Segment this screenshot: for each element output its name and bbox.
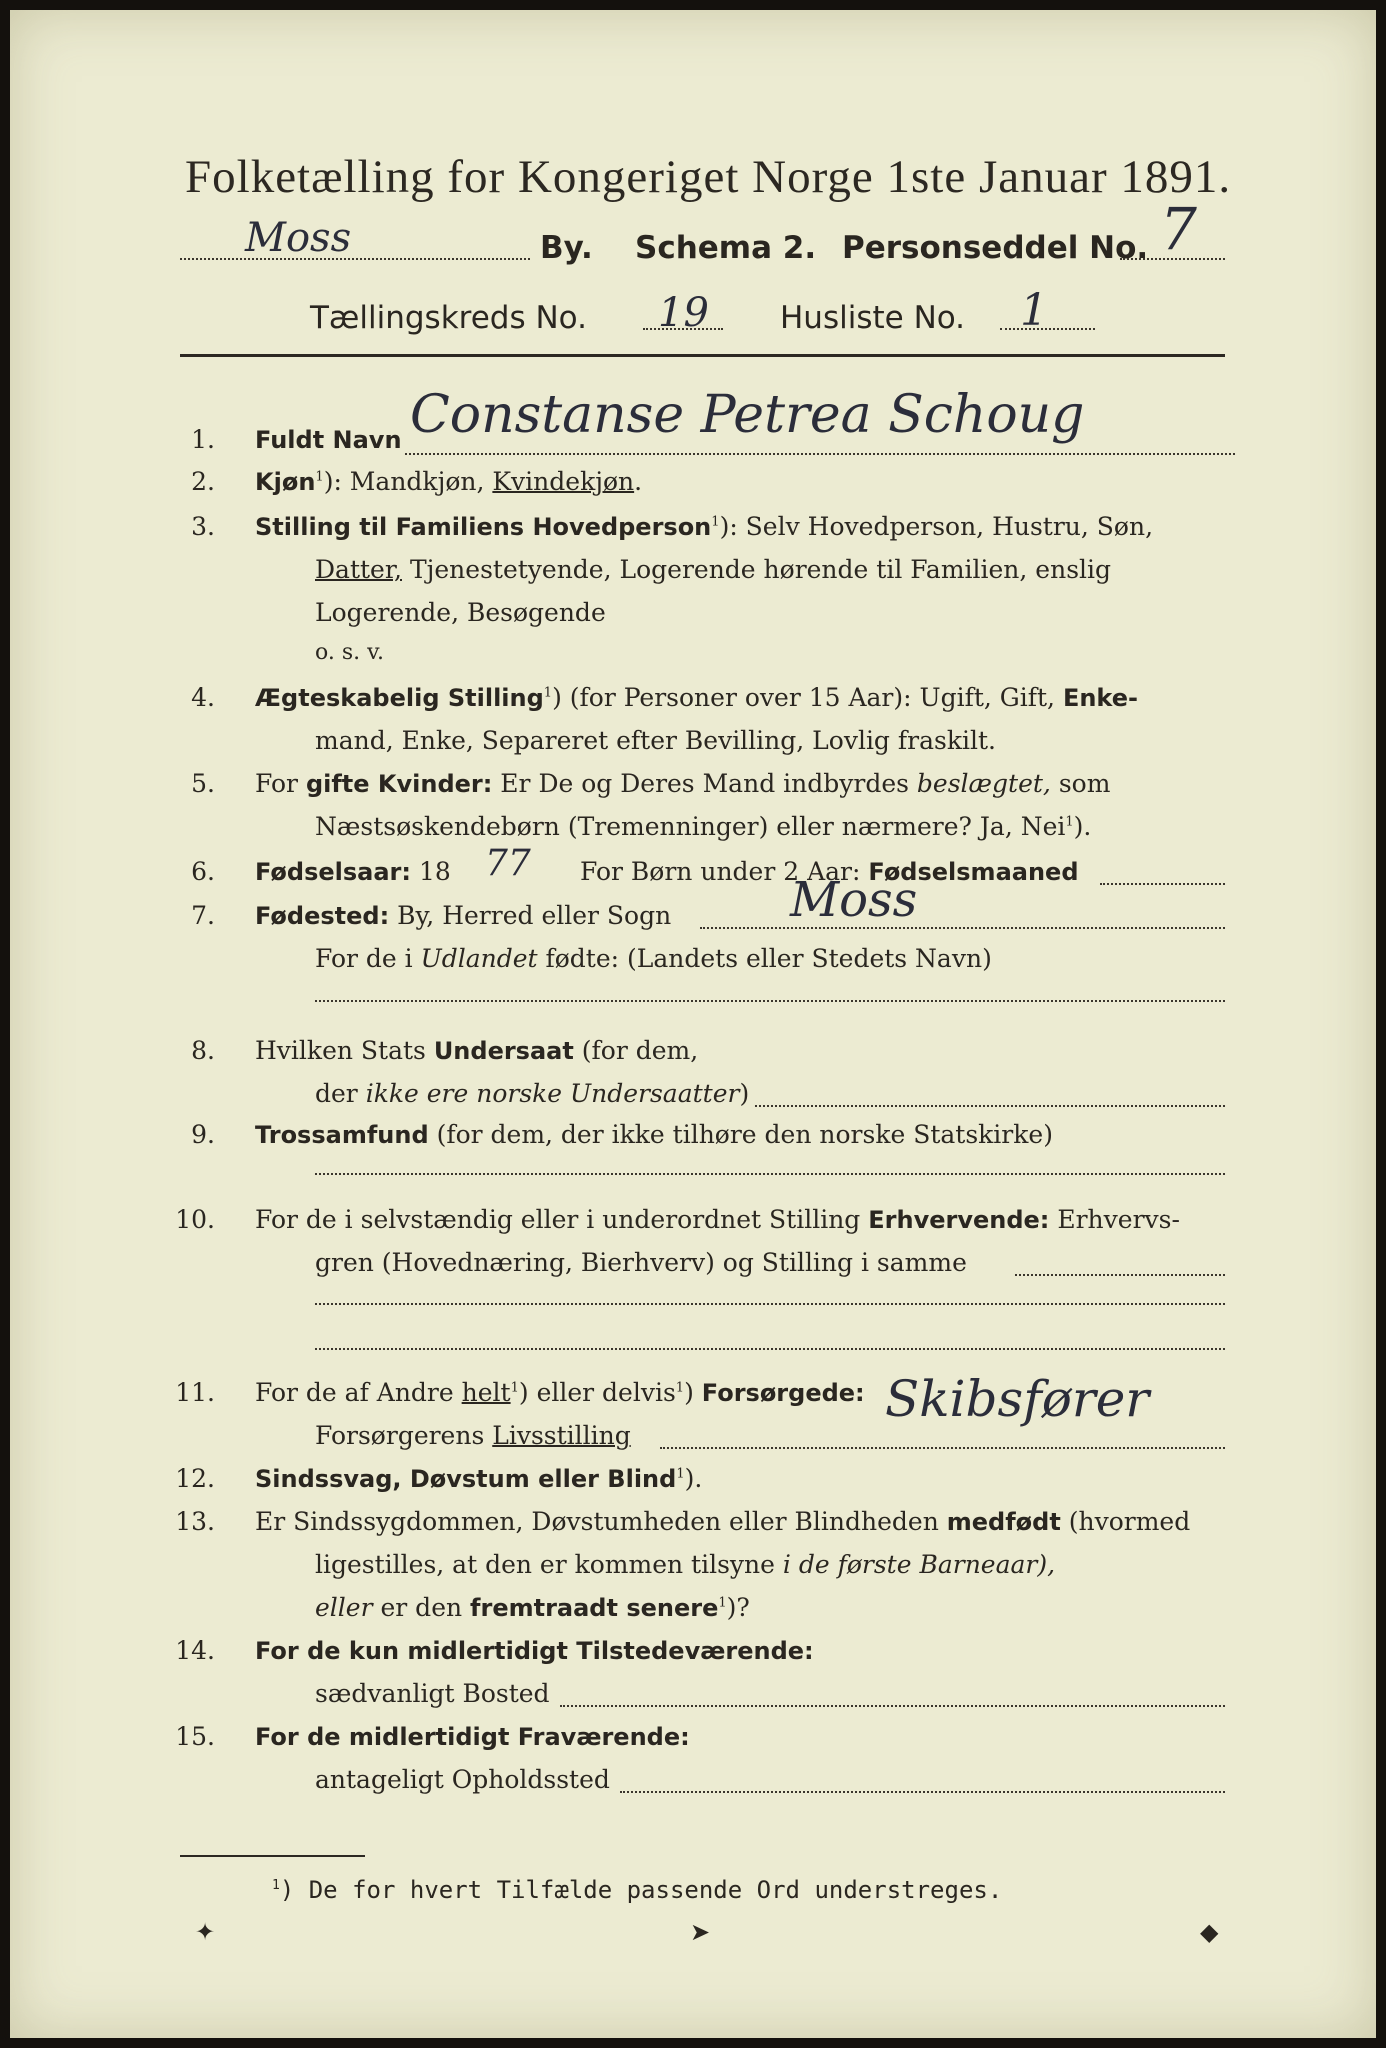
item-13-line2: ligestilles, at den er kommen tilsyne i de første Barneaar), bbox=[315, 1550, 1056, 1579]
item-6-line: Fødselsaar: 18 bbox=[255, 857, 451, 886]
foreign-birthplace-field-line bbox=[315, 1000, 1225, 1002]
provider-occupation-field-line bbox=[660, 1447, 1225, 1449]
item-number: 5. bbox=[191, 769, 215, 798]
item-8-line1: Hvilken Stats Undersaat (for dem, bbox=[255, 1036, 699, 1065]
form-title: Folketælling for Kongeriget Norge 1ste Januar 1891. bbox=[185, 151, 1232, 203]
birth-month-field-line bbox=[1100, 883, 1225, 885]
item-15-line2: antageligt Opholdssted bbox=[315, 1765, 610, 1794]
center-mark-icon: ➤ bbox=[690, 1918, 711, 1946]
item-8-line2: der ikke ere norske Undersaatter) bbox=[315, 1079, 750, 1108]
schema-label: Schema 2. bbox=[635, 230, 817, 266]
by-value: Moss bbox=[245, 215, 352, 261]
corner-mark-icon: ✦ bbox=[195, 1918, 216, 1946]
item-number: 7. bbox=[191, 901, 215, 930]
personseddel-value: 7 bbox=[1160, 195, 1197, 263]
item-14-line2: sædvanligt Bosted bbox=[315, 1679, 550, 1708]
birthplace-field-line bbox=[700, 927, 1225, 929]
footnote: $^1$) De for hvert Tilfælde passende Ord understreges. bbox=[272, 1876, 1003, 1904]
item-5-line2: Næstsøskendebørn (Tremenninger) eller nærmere? Ja, Nei$^1$). bbox=[315, 812, 1092, 841]
kreds-value: 19 bbox=[658, 290, 709, 336]
usual-residence-field-line bbox=[560, 1705, 1225, 1707]
item-7-line1: Fødested: By, Herred eller Sogn bbox=[255, 901, 672, 930]
item-15-line1: For de midlertidigt Fraværende: bbox=[255, 1723, 690, 1751]
religion-field-line bbox=[315, 1173, 1225, 1175]
item-5-line1: For gifte Kvinder: Er De og Deres Mand indbyrdes beslægtet, som bbox=[255, 769, 1111, 798]
item-number: 12. bbox=[175, 1464, 215, 1493]
husliste-label: Husliste No. bbox=[780, 300, 966, 336]
full-name-value: Constanse Petrea Schoug bbox=[410, 385, 1085, 445]
item-6-rest: For Børn under 2 Aar: Fødselsmaaned bbox=[580, 857, 1079, 886]
item-number: 8. bbox=[191, 1036, 215, 1065]
item-10-line1: For de i selvstændig eller i underordnet Stilling Erhvervende: Erhvervs- bbox=[255, 1205, 1180, 1234]
item-number: 3. bbox=[191, 512, 215, 541]
item-number: 4. bbox=[191, 683, 215, 712]
header-rule bbox=[180, 354, 1225, 357]
personseddel-label: Personseddel No. bbox=[842, 230, 1149, 266]
birth-year-value: 77 bbox=[485, 843, 531, 884]
item-1-label: Fuldt Navn bbox=[255, 426, 402, 454]
item-number: 2. bbox=[191, 467, 215, 496]
item-14-line1: For de kun midlertidigt Tilstedeværende: bbox=[255, 1637, 814, 1665]
occupation-field-line-2 bbox=[315, 1303, 1225, 1305]
kreds-label: Tællingskreds No. bbox=[310, 300, 587, 336]
item-11-line2: Forsørgerens Livsstilling bbox=[315, 1421, 631, 1450]
item-3-line2: Datter, Tjenestetyende, Logerende hørende til Familien, enslig bbox=[315, 555, 1112, 584]
by-field-line bbox=[180, 258, 530, 260]
item-number: 6. bbox=[191, 857, 215, 886]
item-number: 13. bbox=[175, 1507, 215, 1536]
item-7-line2: For de i Udlandet fødte: (Landets eller Stedets Navn) bbox=[315, 944, 992, 973]
item-13-line3: eller er den fremtraadt senere$^1$)? bbox=[315, 1593, 750, 1622]
item-3-line1: Stilling til Familiens Hovedperson$^1$): Selv Hovedperson, Hustru, Søn, bbox=[255, 512, 1154, 541]
census-form bbox=[10, 10, 1376, 2038]
item-12-line: Sindssvag, Døvstum eller Blind$^1$). bbox=[255, 1464, 703, 1493]
item-number: 1. bbox=[191, 425, 215, 454]
husliste-value: 1 bbox=[1020, 285, 1048, 336]
item-number: 15. bbox=[175, 1722, 215, 1751]
item-13-line1: Er Sindssygdommen, Døvstumheden eller Blindheden medfødt (hvormed bbox=[255, 1507, 1191, 1536]
provider-occupation-value: Skibsfører bbox=[885, 1370, 1150, 1428]
item-11-line1: For de af Andre helt$^1$) eller delvis$^1$) Forsørgede: bbox=[255, 1378, 865, 1407]
item-9-line: Trossamfund (for dem, der ikke tilhøre den norske Statskirke) bbox=[255, 1120, 1053, 1149]
by-label: By. bbox=[540, 230, 593, 266]
probable-residence-field-line bbox=[620, 1791, 1225, 1793]
item-10-line2: gren (Hovednæring, Bierhverv) og Stilling i samme bbox=[315, 1248, 967, 1277]
item-2-text: Kjøn$^1$): Mandkjøn, Kvindekjøn. bbox=[255, 467, 643, 496]
item-3-line4: o. s. v. bbox=[315, 640, 384, 665]
name-field-line bbox=[405, 453, 1235, 455]
corner-mark-icon: ◆ bbox=[1200, 1918, 1219, 1946]
occupation-field-line-3 bbox=[315, 1348, 1225, 1350]
item-number: 14. bbox=[175, 1636, 215, 1665]
item-4-line1: Ægteskabelig Stilling$^1$) (for Personer over 15 Aar): Ugift, Gift, Enke- bbox=[255, 683, 1138, 712]
citizenship-field-line bbox=[755, 1105, 1225, 1107]
item-number: 11. bbox=[175, 1378, 215, 1407]
footnote-rule bbox=[180, 1855, 365, 1857]
item-4-line2: mand, Enke, Separeret efter Bevilling, Lovlig fraskilt. bbox=[315, 726, 996, 755]
occupation-field-line-1 bbox=[1015, 1274, 1225, 1276]
item-3-line3: Logerende, Besøgende bbox=[315, 598, 606, 627]
item-number: 10. bbox=[175, 1205, 215, 1234]
birthplace-value: Moss bbox=[790, 872, 918, 928]
item-number: 9. bbox=[191, 1120, 215, 1149]
